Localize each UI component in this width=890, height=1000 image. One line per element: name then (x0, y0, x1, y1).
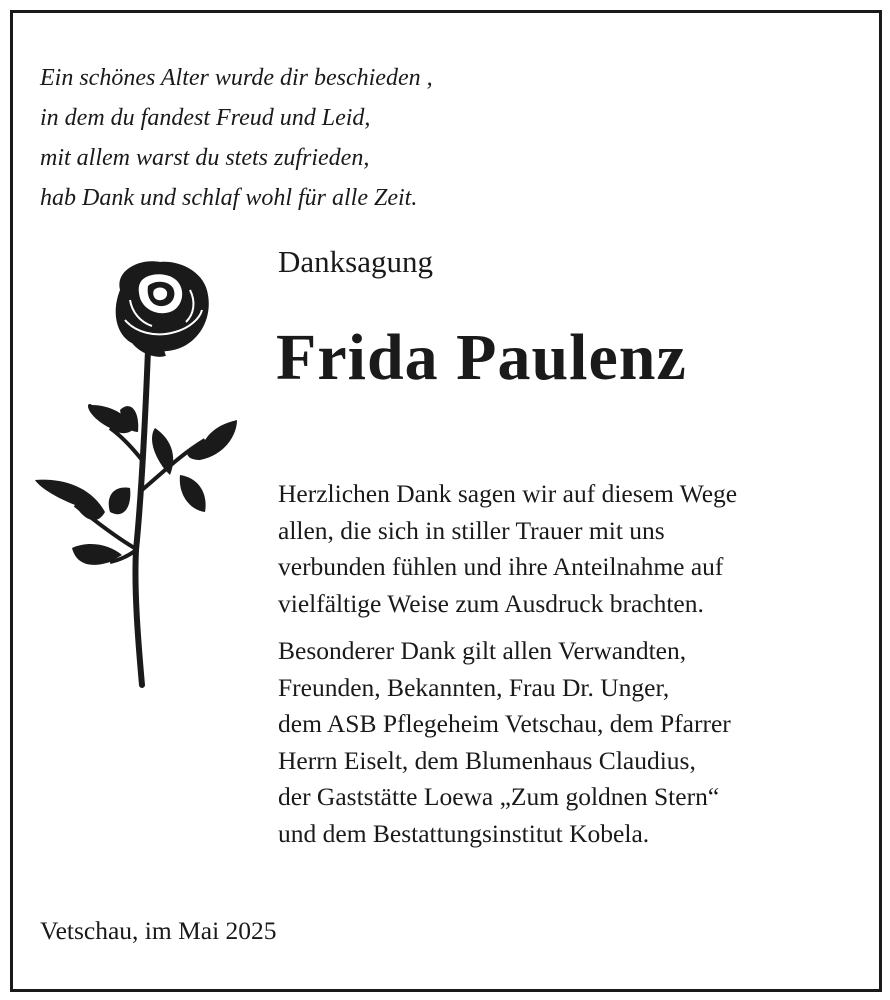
text-line: allen, die sich in stiller Trauer mit uns (278, 515, 665, 545)
text-line: Besonderer Dank gilt allen Verwandten, (278, 636, 687, 665)
text-line: vielfältige Weise zum Ausdruck brachten. (278, 588, 704, 618)
deceased-name: Frida Paulenz (276, 321, 687, 394)
text-line: Herzlichen Dank sagen wir auf diesem Wege (278, 479, 738, 508)
text-line: der Gaststätte Loewa „Zum goldnen Stern“ (278, 782, 720, 811)
text-line: dem ASB Pflegeheim Vetschau, dem Pfarrer (278, 709, 731, 738)
notice-heading: Danksagung (278, 244, 433, 279)
poem-line: mit allem warst du stets zufrieden, (40, 145, 370, 171)
poem-line: in dem du fandest Freud und Leid, (40, 105, 371, 131)
poem-line: Ein schönes Alter wurde dir beschieden , (40, 65, 433, 91)
poem-line: hab Dank und schlaf wohl für alle Zeit. (40, 185, 418, 211)
text-line: verbunden fühlen und ihre Anteilnahme auf (278, 552, 724, 581)
thanks-paragraph (278, 476, 737, 622)
special-thanks-paragraph (278, 633, 731, 852)
place-date: Vetschau, im Mai 2025 (40, 916, 277, 945)
text-line: Herrn Eiselt, dem Blumenhaus Claudius, (278, 745, 696, 775)
text-line: Freunden, Bekannten, Frau Dr. Unger, (278, 672, 670, 702)
poem (40, 58, 433, 218)
text-line: und dem Bestattungsinstitut Kobela. (278, 818, 650, 848)
rose-icon (30, 250, 245, 690)
